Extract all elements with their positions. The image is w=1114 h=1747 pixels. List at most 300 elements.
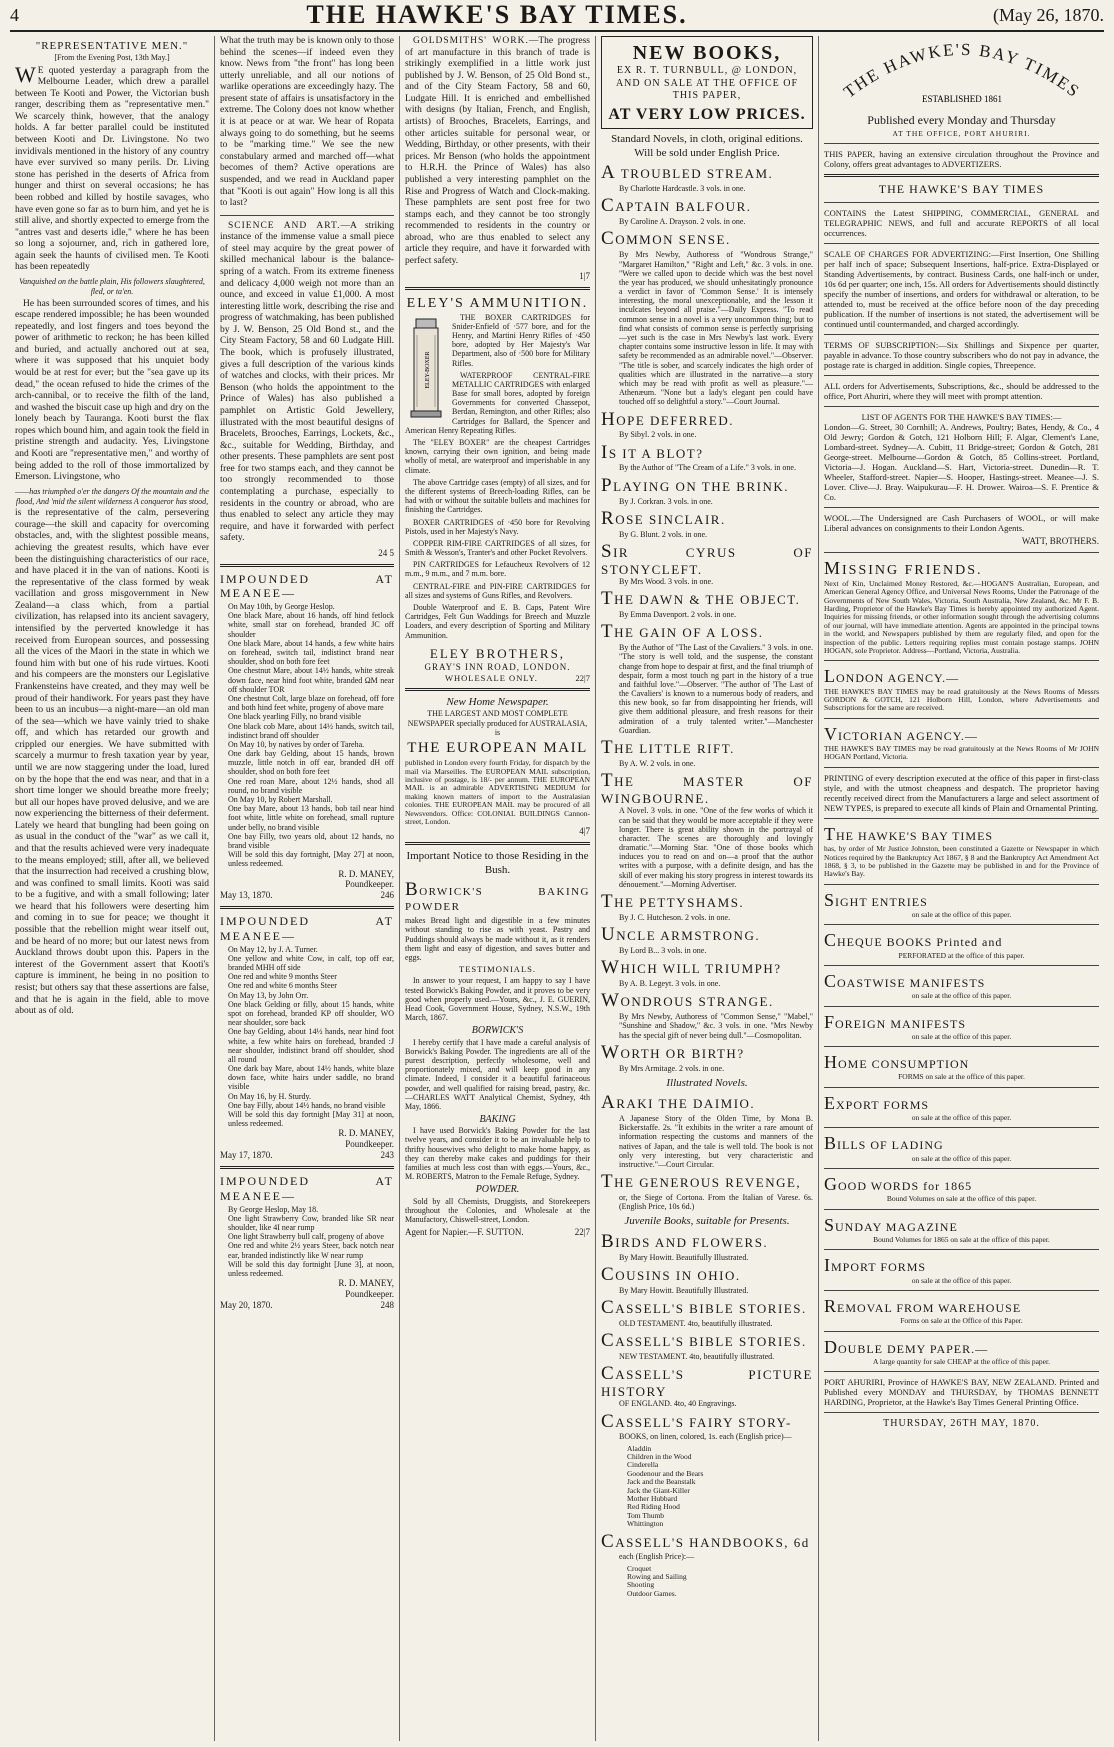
impounded-entry: Will be sold this day fortnight, [May 27] at noon, unless redeemed.: [228, 850, 394, 869]
ad-reference: 4|7: [579, 826, 590, 837]
fairy-story-item: Mother Hubbard: [627, 1493, 678, 1503]
book-entry: [601, 1043, 813, 1073]
form-notice: [824, 1093, 1099, 1123]
divider: [824, 552, 1099, 553]
book-description: By Mary Howitt. Beautifully Illustrated.: [619, 1285, 749, 1295]
book-title: HOPE DEFERRED.: [601, 408, 734, 430]
impounded-title: IMPOUNDED AT MEANEE—: [220, 571, 394, 601]
arc-title-text: THE HAWKE'S BAY TIMES: [839, 39, 1084, 102]
form-notice: [824, 1255, 1099, 1285]
eley-paragraph: COPPER RIM-FIRE CARTRIDGES of all sizes, for Smith & Wesson's, Tranter's and other Pocket Revolvers.: [405, 538, 590, 558]
book-entry: [601, 443, 813, 473]
book-title: CASSELL'S HANDBOOKS, 6d: [601, 1530, 810, 1552]
divider: [220, 1166, 394, 1169]
notice-date: May 13, 1870.: [220, 890, 273, 901]
cartridge-label: ELEY-BOXER: [425, 351, 431, 389]
science-text: —A striking instance of the immense value a small piece of steel may acquire by the great power of skilled mechanical labour is the balance-spring of a watch. From its extreme fineness and delicacy 4,000 weigh not more than an ounce, and exceed in value £1,000. A most interesting little work, describing the rise and progress of watchmaking, has been published by J. W. Benson, 25 Old Bond st., and the City Steam Factory, 58 and 60 Ludgate Hill. The book, which is profusely illustrated, gives a full description of the various kinds of watches and clocks, with their prices. Mr Benson (who holds the appointment to the Prince of Wales) has also published a pamphlet on Artistic Gold Jewellery, illustrated with the most beautiful designs of Bracelets, Brooches, Earrings, Lockets, &c., &c., suitable for Wedding, Birthday, and other presents. These pamphlets are sent post free for two stamps each, and they cannot be too strongly recommended to those contemplating a purchase, especially to residents in the country or abroad, who are thus enabled to select any article they may require, and have it forwarded with perfect safety.: [220, 220, 394, 544]
handbook-item: Croquet: [627, 1563, 652, 1573]
divider: [824, 406, 1099, 407]
divider: [824, 143, 1099, 144]
ad-reference: 248: [380, 1300, 394, 1311]
notice-title: VICTORIAN AGENCY.—: [824, 723, 978, 744]
book-entry: [601, 771, 813, 889]
new-books-price: AT VERY LOW PRICES.: [608, 105, 806, 123]
form-description: FORMS on sale at the office of this paper.: [898, 1072, 1025, 1082]
divider: [824, 375, 1099, 376]
svg-text:THE HAWKE'S BAY TIMES: [840, 40, 1084, 102]
bush-heading: Important Notice to those Residing in the Bush.: [406, 850, 589, 876]
ad-reference: 22|7: [574, 1227, 590, 1238]
impounded-entry: One red and white 6 months Steer: [228, 981, 337, 991]
form-notice: [824, 1133, 1099, 1163]
newspaper-intro: THE LARGEST AND MOST COMPLETE NEWSPAPER specially produced for AUSTRALASIA, is: [407, 709, 588, 737]
impounded-entry: One bay Filly, two years old, about 12 hands, no brand visible: [228, 831, 394, 850]
form-description: on sale at the office of this paper.: [911, 1113, 1012, 1123]
ad-reference: 1|7: [579, 270, 590, 281]
book-title: UNCLE ARMSTRONG.: [601, 924, 761, 946]
book-title: A TROUBLED STREAM.: [601, 162, 774, 184]
impounded-entry: On May 10th, by George Heslop.: [228, 602, 335, 612]
impounded-notice-1: [220, 572, 394, 902]
book-title: WHICH WILL TRIUMPH?: [601, 957, 782, 979]
fairy-story-item: Tom Thumb: [627, 1510, 665, 1520]
book-entry: [601, 1331, 813, 1361]
eley-paragraph: Double Waterproof and E. B. Caps, Patent Wire Cartridges, Felt Gun Waddings for Breech and Muzzle Loaders, and every description of Sporting and Military Ammunition.: [405, 603, 590, 640]
column-5: [819, 36, 1104, 1741]
impounded-entry: On May 13, by John Orr.: [228, 990, 309, 1000]
signer: R. D. MANEY,: [338, 868, 394, 879]
form-notice: [824, 1052, 1099, 1082]
impounded-entry: One chestnut Colt, large blaze on forehead, off fore and both hind feet white, progeny of above mare: [228, 693, 394, 713]
established-text: ESTABLISHED 1861: [921, 94, 1002, 104]
borwick-title: BORWICK'S BAKING POWDER: [405, 879, 590, 914]
published-line: Published every Monday and Thursday: [867, 112, 1056, 127]
book-description: A Japanese Story of the Olden Time, by Mona B. Bickerstaffe. 2s. "It exhibits in the writer a rare amount of information respecting the customs and manners of the natives of Japan, and the tale is well told. The book is not only very interesting, but very characteristic and instructive."—Court Circular.: [619, 1114, 813, 1169]
form-notice: [824, 971, 1099, 1001]
ad-reference: 22|7: [575, 672, 590, 683]
book-title: BIRDS AND FLOWERS.: [601, 1230, 769, 1252]
book-description: or, the Siege of Cortona. From the Italian of Varese. 6s. (English Price, 10s 6d.): [619, 1193, 813, 1212]
all-orders-notice: ALL orders for Advertisements, Subscriptions, &c., should be addressed to the office, Port Ahuriri, where they will meet with prompt attention.: [824, 381, 1099, 402]
fairy-story-item: Whittington: [627, 1519, 664, 1529]
cartridge-illustration: [405, 315, 447, 420]
fairy-story-item: Red Riding Hood: [627, 1502, 680, 1512]
impounded-entry: One black Gelding or filly, about 15 hands, white spot on forehead, branded KP off shoulder, WO near shoulder, sore back: [228, 999, 394, 1028]
divider: [824, 1290, 1099, 1291]
impounded-entry: One bay Gelding, about 14½ hands, near hind foot white, a few white hairs on forehead, branded :J near shoulder, indistinct brand off shoulder, shod all round: [228, 1027, 394, 1064]
divider: [220, 215, 394, 216]
divider: [824, 202, 1099, 203]
book-entry: [601, 542, 813, 586]
missing-friends-notice: [824, 558, 1099, 655]
form-description: PERFORATED at the office of this paper.: [898, 950, 1025, 960]
book-description: By J. C. Hutcheson. 2 vols. in one.: [619, 912, 731, 922]
impounded-entry: One bay Filly, about 14½ hands, no brand visible: [228, 1100, 386, 1110]
form-title: GOOD WORDS for 1865: [824, 1174, 973, 1195]
book-list: [601, 163, 813, 1072]
book-title: CASSELL'S BIBLE STORIES.: [601, 1330, 807, 1352]
science-lead: SCIENCE AND ART.: [228, 220, 341, 231]
agent: Agent for Napier.—F. SUTTON.: [405, 1227, 524, 1238]
form-description: Bound Volumes for 1865 on sale at the office of this paper.: [873, 1234, 1050, 1244]
book-entry: [601, 196, 813, 226]
arc-title-graphic: [827, 38, 1097, 108]
form-title: SUNDAY MAGAZINE: [824, 1214, 958, 1235]
book-title: WORTH OR BIRTH?: [601, 1041, 745, 1063]
baking-subheading: BAKING: [479, 1114, 516, 1126]
book-description: By A. B. Legeyt. 3 vols. in one.: [619, 979, 721, 989]
eley-wholesale: WHOLESALE ONLY.: [445, 672, 538, 683]
article-verse: ——has triumphed o'er the dangers Of the mountain and the flood, And 'mid the silent wilderness A conqueror has stood,: [15, 486, 209, 506]
european-mail-title: THE EUROPEAN MAIL: [407, 739, 588, 756]
victorian-agency-notice: [824, 724, 1099, 762]
notice-body: has, by order of Mr Justice Johnston, been constituted a Gazette or Newspaper in which Notices required by the Bankruptcy Act 1867, § 8 and the Bankruptcy Act Amendment Act 1868, § 3, to be published in the Gazette may be published in and for the Province of Hawke's Bay.: [824, 844, 1099, 879]
imprint: PORT AHURIRI, Province of HAWKE'S BAY, NEW ZEALAND. Printed and Published every MONDAY and THURSDAY, by THOMAS BENNETT HARDING, Proprietor, at the Hawke's Bay Times General Printing Office.: [824, 1377, 1099, 1408]
divider: [824, 1249, 1099, 1250]
divider: [824, 818, 1099, 819]
form-title: DOUBLE DEMY PAPER.—: [824, 1336, 989, 1357]
form-description: Bound Volumes on sale at the office of this paper.: [886, 1194, 1037, 1204]
handbook-item: Shooting: [627, 1580, 655, 1590]
book-entry: [601, 509, 813, 539]
signer: R. D. MANEY,: [338, 1128, 394, 1139]
impounded-entry: On May 12, by J. A. Turner.: [228, 944, 318, 954]
form-notice: [824, 930, 1099, 960]
form-description: on sale at the office of this paper.: [911, 1275, 1012, 1285]
book-entry: [601, 1364, 813, 1408]
masthead: [10, 0, 1104, 32]
book-description: By Sibyl. 2 vols. in one.: [619, 430, 697, 440]
eley-paragraph: PIN CARTRIDGES for Lefaucheux Revolvers of 12 m.m., 9 m.m., and 7 m.m. bore.: [405, 560, 590, 579]
form-notice: [824, 1337, 1099, 1367]
wool-notice: WOOL.—The Undersigned are Cash Purchasers of WOOL, or will make Liberal advances on consignments to their London Agents.: [824, 513, 1099, 534]
article-paragraph: is the representative of the calm, persevering courage—the skill and capacity for overcoming obstacles, and, with the slightest possible means, achieving the greatest results, which have ever been the distinguishing characteristics of our race, and have placed it in the van of nations. Kooti is the representative of the class formed by weak vacillation and gross misgovernment in New Zealand—a class which, from a partial civilization, has relapsed into its ancient savagery, intensified by the perverted knowledge it has received from European sources, and possessing all the vices of the Maori in the state in which we found him with but one of his rude virtues. Kooti and his compeers are the monsters our Legislative Frankensteins have created, and they may well be proud of their handiwork. For years past they have been to us an incubus—a night-mare—an old man of the sea—which we have vainly tried to shake off, and which has retarded our growth and crippled our energies. We have submitted with scarcely a murmur to fresh taxation year by year, until we are now staggering under the load, lured on by the hope that the end was near, and that in a short time longer we should breathe more freely; but all our hopes have proved delusive, and we are now experiencing the bitterness of their deferment. Lately we heard that bungling had been going on as usual in the conduct of the "war" as we call it, and that the results achieved were very inadequate to the means employed; still, after all, we believed that the insurrection had received a crushing blow, and was confined to small limits. Kooti was said to be a fugitive, and with a small following; later we heard that his followers were deserting him and coming in to sue for peace; we thought it possible that the rebellion might wear itself out, and be heard of no more; but our latest news from Auckland throws doubt upon this. Papers in the interest of the Government assert that Kooti's capture is imminent, he being in no position to resist; but others say that these assertions are false, and that he is again in the field, able to move about as of old.: [15, 508, 209, 1017]
book-description: By Mrs Newby, Authoress of "Common Sense," "Mabel," "Sunshine and Shadow," &c. 3 vols. in one. "Mrs Newby has the special gift of never being dull."—Cosmopolitan.: [619, 1012, 813, 1040]
article-paragraph: He has been surrounded scores of times, and his escape rendered impossible; he has been wounded repeatedly, and lost fingers and toes beyond the power of arithmetic to reckon; he has been killed and buried, and actually anchored out at sea, where it was supposed that his unquiet body would be at rest for ever; but the "sea gave up its dead," the ocean refused to hide the crimes of the arch-cannibal, or to receive the filth of the land, and washed the biscuit case up high and dry on the lonely beach by Tauranga. Kooti burst the flax ropes which bound him, and again took the field in pristine strength and audacity. Yes, Livingstone and Kooti are "representative men," and worthy of being added to the roll of those immortalized by Emerson. Livingstone, who: [15, 298, 209, 483]
illustrated-list: [601, 1093, 813, 1211]
fairy-story-item: Children in the Wood: [627, 1452, 692, 1462]
form-title: EXPORT FORMS: [824, 1092, 930, 1113]
book-description: By Lord B... 3 vols. in one.: [619, 945, 707, 955]
office-line: AT THE OFFICE, PORT AHURIRI.: [892, 129, 1031, 139]
science-article: [220, 221, 394, 545]
form-title: FOREIGN MANIFESTS: [824, 1011, 967, 1032]
book-title: CASSELL'S BIBLE STORIES.: [601, 1297, 807, 1319]
divider: [220, 906, 394, 909]
intro-notice: THIS PAPER, having an extensive circulation throughout the Province and Colony, offers great advantages to ADVERTIZERS.: [824, 149, 1099, 170]
notice-title: THE HAWKE'S BAY TIMES: [824, 823, 994, 844]
form-notice: [824, 1215, 1099, 1245]
contains-notice: CONTAINS the Latest SHIPPING, COMMERCIAL, GENERAL and TELEGRAPHIC NEWS, and full and accurate REPORTS of all local occurrences.: [824, 208, 1099, 239]
fairy-story-list: [601, 1445, 813, 1529]
form-description: Forms on sale at the Office of this Paper.: [900, 1316, 1023, 1326]
book-title: THE DAWN & THE OBJECT.: [601, 588, 801, 610]
book-description: NEW TESTAMENT. 4to, beautifully illustrated.: [619, 1351, 775, 1361]
form-description: on sale at the office of this paper.: [911, 909, 1012, 919]
impounded-entry: One black cob Mare, about 14½ hands, switch tail, indistinct brand off shoulder: [228, 721, 394, 740]
book-title: THE GENEROUS REVENGE,: [601, 1171, 802, 1193]
form-description: on sale at the office of this paper.: [911, 1031, 1012, 1041]
impounded-entry: Will be sold this day fortnight [June 3], at noon, unless redeemed.: [228, 1259, 394, 1278]
juvenile-list: [601, 1232, 813, 1442]
book-description: By Mrs Wood. 3 vols. in one.: [619, 577, 714, 587]
printing-notice: PRINTING of every description executed at the office of this paper in first-class style, and with the utmost cheapness and despatch. The proprietor having recently received direct from the Manufacturers a large and select assortment of NEW TYPES, is prepared to execute all kinds of Plain and Ornamental Printing.: [824, 772, 1099, 813]
powder-subheading: POWDER.: [475, 1184, 520, 1196]
column-3: [400, 36, 596, 1741]
book-entry: [601, 1093, 813, 1169]
eley-paragraph: CENTRAL-FIRE and PIN-FIRE CARTRIDGES for all sizes and systems of Guns Rifles, and Revolvers.: [405, 581, 590, 600]
column-2: [215, 36, 400, 1741]
handbook-list: [601, 1565, 813, 1599]
divider: [824, 1006, 1099, 1007]
form-notice: [824, 1296, 1099, 1326]
column-1: [10, 36, 215, 1741]
impounded-entry: Will be sold this day fortnight [May 31] at noon, unless redeemed.: [228, 1110, 394, 1129]
article-paragraph: WE quoted yesterday a paragraph from the Melbourne Leader, which drew a parallel between Te Kooti and Power, the Victorian bush ranger, describing them as "representative men." We scarcely think, however, that the analogy holds. A far better parallel could be instituted between Kooti and Dr. Livingstone. No two invidivals mentioned in the history of any country have ever survived so many perils. Dr. Living stone has perished in the deserts of Africa from hunger and thirst on several occasions; he has been robbed and killed by hostile savages, who have even gone so far as to burn him, and yet he is still alive, and shortly expected to emerge from the "antres vast and deserts idle," where he has been so long a sojourner, and, rich in gathered lore, again seek the haunts of civilised men. Te Kooti has been repeatedly: [15, 61, 209, 273]
ad-reference: 246: [380, 890, 394, 901]
impounded-entry: One black yearling Filly, no brand visible: [228, 712, 362, 722]
agents-list: [824, 412, 1099, 502]
divider: [824, 1046, 1099, 1047]
notice-body: Next of Kin, Unclaimed Money Restored, &c.—HOGAN'S Australian, European, and American General Agency Office, and Universal News Rooms, Under the Patronage of the Governments of New South Wales, Victoria, South Australia, New Zealand, &c. Mr F. B. Harding, Proprietor of the Hawke's Bay Times is hereby appointed my authorized Agent. Inquiries for missing friends, or other information sought through the advertising columns of our journal, will have immediate attention. Agents are appointed in the principal towns in the world, and Newspapers published by them are regularly filed, and open for the inspection of the public. Letters requiring replies must contain postage stamps. JOHN HOGAN, sole Proprietor. Address—Portland, Victoria, Australia.: [824, 578, 1099, 656]
impounded-entries: [220, 1205, 394, 1279]
book-entry: [601, 589, 813, 619]
book-title: CAPTAIN BALFOUR.: [601, 195, 752, 217]
impounded-entry: One red and white 2½ years Steer, back notch near ear, branded indistinctly like W near rump: [228, 1241, 394, 1260]
book-entry: [601, 622, 813, 735]
impounded-entry: One black Mare, about 16 hands, off hind fetlock white, small star on forehead, branded JC off shoulder: [228, 611, 394, 639]
divider: [220, 564, 394, 567]
sold-by: Sold by all Chemists, Druggists, and Storekeepers throughout the Colonies, and Wholesale at the Manufactory, Chiswell-street, London.: [405, 1196, 590, 1224]
newspaper-body: published in London every fourth Friday, for dispatch by the mail via Marseilles. The EUROPEAN MAIL subscription, inclusive of postage, is 18/- per annum. THE EUROPEAN MAIL is an admirable ADVERTISING MEDIUM for making known matters of import to the Australasian colonies. THE EUROPEAN MAIL may be procured of all Newsvendors. Office: COLONIAL BUILDINGS Cannon-street, London.: [405, 758, 590, 826]
divider: [824, 767, 1099, 768]
impounded-entry: One dark bay Gelding, about 15 hands, brown muzzle, little notch in off ear, branded dH off shoulder, shod on both fore feet: [228, 749, 394, 777]
book-title: THE GAIN OF A LOSS.: [601, 621, 764, 643]
divider: [824, 884, 1099, 885]
notice-title: MISSING FRIENDS.: [824, 558, 983, 579]
fairy-story-item: Jack the Giant-Killer: [627, 1485, 690, 1495]
newspaper-heading: New Home Newspaper.: [446, 695, 549, 708]
book-entry: [601, 410, 813, 440]
book-entry: [601, 925, 813, 955]
article-verse: Vanquished on the battle plain, His followers slaughtered, fled, or ta'en.: [19, 277, 205, 296]
book-title: CASSELL'S PICTURE HISTORY: [601, 1363, 813, 1400]
impounded-entry: On May 10, by natives by order of Tareha.: [228, 739, 365, 749]
impounded-entry: One red roan Mare, about 12½ hands, shod all round, no brand visible: [228, 776, 394, 795]
article-heading: "REPRESENTATIVE MEN.": [35, 40, 189, 52]
issue-date: (May 26, 1870.: [993, 4, 1104, 25]
impounded-entry: One light Strawberry bull calf, progeny of above: [228, 1232, 384, 1242]
eley-address: GRAY'S INN ROAD, LONDON.: [424, 661, 571, 672]
london-agency-notice: [824, 666, 1099, 712]
eley-paragraph: THE BOXER CARTRIDGES for Snider-Enfield of ·577 bore, and for the Henry, and Martini Henry Rifles of ·450 bore, adopted by Her Majesty's War Department, also of ·500 bore for Military Rifles.: [452, 312, 590, 368]
book-title: IS IT A BLOT?: [601, 441, 704, 463]
book-entry: [601, 163, 813, 193]
times-arc-banner: [824, 38, 1099, 113]
testimonials-heading: TESTIMONIALS.: [459, 964, 536, 975]
form-notice: [824, 1174, 1099, 1204]
divider: [824, 507, 1099, 508]
notice-body: THE HAWKE'S BAY TIMES may be read gratuitously at the News Rooms of Messrs GORDON & GOTCH, 121 Holborn Hill, London, where Advertisements and Subscriptions for the same are received.: [824, 686, 1099, 713]
book-title: PLAYING ON THE BRINK.: [601, 474, 789, 496]
impounded-entries: [220, 945, 394, 1129]
impounded-entry: On May 16, by H. Sturdy.: [228, 1091, 312, 1101]
divider: [405, 842, 590, 845]
eley-title: ELEY'S AMMUNITION.: [406, 295, 589, 311]
book-description: each (English Price):—: [619, 1552, 695, 1562]
eley-paragraph: The above Cartridge cases (empty) of all sizes, and for the different systems of Breech-loading Rifles, can be had with or without the suitable bullets and machines for finishing the Cartridges.: [405, 477, 590, 515]
book-title: SIR CYRUS OF STONYCLEFT.: [601, 540, 813, 577]
book-title: COMMON SENSE.: [601, 228, 731, 250]
fairy-story-item: Goodenour and the Bears: [627, 1468, 704, 1478]
book-description: By G. Blunt. 2 vols. in one.: [619, 529, 708, 539]
eley-ad: [405, 295, 590, 683]
testimonial: I hereby certify that I have made a careful analysis of Borwick's Baking Powder. The ingredients are all of the purest description, perfectly wholesome, well and proportionately mixed, and will keep good in any climate. Indeed, I consider it a beautiful farinaceous powder, and well qualified for raising bread, pastry, &c.—CHARLES WATT Analytical Chemist, Sydney, 4th May, 1866.: [405, 1037, 590, 1111]
goldsmith-lead: GOLDSMITHS' WORK.: [413, 36, 529, 46]
book-entry: [601, 229, 813, 406]
impounded-entry: One red and white 9 months Steer: [228, 972, 337, 982]
impounded-entry: By George Heslop, May 18.: [228, 1204, 319, 1214]
book-description: By Mrs Armitage. 2 vols. in one.: [619, 1063, 725, 1073]
european-mail-ad: [405, 696, 590, 837]
testimonial: I have used Borwick's Baking Powder for the last twelve years, and consider it to be an invaluable help to thrifty housewives who delight to make home happy, as they can thereby make cakes and puddings for their families at much less cost than with eggs.—Yours, &c., M. ROBERTS, Matron to the Female Refuge, Sydney.: [405, 1126, 590, 1182]
borwick-subheading: BORWICK'S: [471, 1025, 524, 1037]
form-title: REMOVAL FROM WAREHOUSE: [824, 1295, 1022, 1316]
testimonial: In answer to your request, I am happy to say I have tested Borwick's Baking Powder, and it proves to be very good when properly used.—Yours, &c., J. E. GUERIN, Head Cook, Government House, Sydney, N.S.W., 19th March, 1867.: [405, 976, 590, 1023]
book-entry: [601, 1232, 813, 1262]
book-title: THE LITTLE RIFT.: [601, 737, 735, 759]
book-title: WONDROUS STRANGE.: [601, 990, 774, 1012]
notice-title: LONDON AGENCY.—: [824, 666, 960, 687]
book-title: THE PETTYSHAMS.: [601, 891, 745, 912]
book-title: ROSE SINCLAIR.: [601, 507, 726, 529]
divider: [824, 1087, 1099, 1088]
book-entry: [601, 738, 813, 768]
new-books-title: NEW BOOKS,: [632, 42, 782, 64]
book-description: By J. Corkran. 3 vols. in one.: [619, 496, 713, 506]
article-paragraph: What the truth may be is known only to those behind the scenes—if indeed even they know. News from "the front" has long been utterly unreliable, and all our notions of warlike operations are exceedingly hazy. The present state of affairs is unsatisfactory in the extreme. The Colony does not know whether it is at peace or at war. We hear of Ropata always going to do something, but he seems to be "marking time." We see the new constabulary armed and marched off—what becomes of them? Active operations are suspended, and we read in Auckland paper that "Kooti is out again" How long is all this to last?: [220, 36, 394, 209]
signer-role: Poundkeeper.: [345, 879, 394, 890]
footer-date: THURSDAY, 26TH MAY, 1870.: [883, 1418, 1040, 1430]
terms-of-subscription: TERMS OF SUBSCRIPTION:—Six Shillings and Sixpence per quarter, payable in advance. To those country subscribers who do not pay in advance, the postage rate is charged in addition. Single copies, Threepence.: [824, 340, 1099, 371]
signer-role: Poundkeeper.: [345, 1289, 394, 1300]
impounded-entry: One light Strawberry Cow, branded like SR near shoulder, like 4I near rump: [228, 1213, 394, 1232]
book-description: OF ENGLAND. 4to, 40 Engravings.: [619, 1399, 737, 1409]
fairy-story-item: Jack and the Beanstalk: [627, 1477, 696, 1487]
forms-list: [824, 884, 1099, 1367]
book-description: BOOKS, on linen, colored, 1s. each (English price)—: [619, 1432, 792, 1442]
divider: [824, 1168, 1099, 1169]
book-entry: [601, 1298, 813, 1328]
fairy-story-item: Aladdin: [627, 1443, 652, 1453]
book-entry: [601, 1172, 813, 1211]
book-description: By the Author of "The Cream of a Life." 3 vols. in one.: [619, 463, 796, 473]
times-heading: THE HAWKE'S BAY TIMES: [878, 182, 1045, 197]
divider: [405, 688, 590, 691]
book-description: By the Author of "The Last of the Cavaliers." 3 vols. in one. "The story is well told, and the suspense, the constant change from hope to despair at first, and the final triumph of despair, form a most touch ng part in the history of a true and faithful love."—Observer. "The author of 'The Last of the Cavaliers' is known to a numerous body of readers, and this new book, so far from disappointing her friends, will give them additional pleasure, and fresh reasons for their admiration of a truly talented writer."—Manchester Guardian.: [619, 643, 813, 735]
signer-role: Poundkeeper.: [345, 1139, 394, 1150]
form-description: on sale at the office of this paper.: [911, 991, 1012, 1001]
ad-reference: 24 5: [378, 547, 394, 558]
impounded-entry: One black Mare, about 14 hands, a few white hairs on forehead, switch tail, indistinct brand near shoulder, shod on both fore feet: [228, 638, 394, 667]
impounded-entry: One chestnut Mare, about 14½ hands, white streak down face, near hind foot white, branded ΩM near off shoulder TOR: [228, 666, 394, 694]
divider: [824, 334, 1099, 335]
divider: [824, 1412, 1099, 1413]
impounded-entry: One yellow and white Cow, in calf, top off ear, branded MHH off side: [228, 953, 394, 973]
divider: [824, 243, 1099, 244]
form-title: HOME CONSUMPTION: [824, 1052, 970, 1073]
impounded-entry: One dark bay Mare, about 14½ hands, white blaze down face, white hairs under saddle, no brand visible: [228, 1064, 394, 1092]
notice-date: May 17, 1870.: [220, 1150, 273, 1161]
book-entry: [601, 1412, 813, 1442]
divider: [824, 660, 1099, 661]
book-description: By Mrs Newby, Authoress of "Wondrous Strange," "Margaret Hamilton," "Right and Left," &c. 3 vols. in one. "Were we called upon to decide which was the best novel the year has produced, we should unhesitatingly pronounce a verdict in favor of 'Common Sense.' It is intensely interesting, the moral unexceptionable, and the lesson it inculcates beyond all praise."—Daily Express. "To read common sense in a novel is a very uncommon thing; but to find what consists of common sense is perfectly surprising—yet such is the case in Mrs Newby's last work. Every chapter contains some instructive lesson in life. It may with safety be recommended as an admirable novel."—Observer. "The title is sober, and scarcely indicates the high order of qualities which are illustrated in the narrative—a story which may be read with profit as well as pleasure."—Athenæum. "None but a lady's elegant pen could have touched off so delightful a story."—Court Journal.: [619, 250, 813, 407]
new-books-header: [601, 36, 813, 129]
eley-brothers: ELEY BROTHERS,: [429, 645, 566, 661]
signer: R. D. MANEY,: [338, 1278, 394, 1289]
column-4: [596, 36, 819, 1741]
book-description: By Charlotte Hardcastle. 3 vols. in one.: [619, 184, 746, 194]
fairy-story-item: Cinderella: [627, 1460, 659, 1470]
book-title: THE MASTER OF WINGBOURNE.: [601, 770, 813, 807]
illustrated-heading: Illustrated Novels.: [666, 1076, 748, 1089]
form-title: COASTWISE MANIFESTS: [824, 970, 986, 991]
book-description: A Novel. 3 vols. in one. "One of the few works of which it can be said that they would be more acceptable if they were longer. There is great ability shown in the portrayal of character. The scenes are thoroughly and lovingly dramatic."—Morning Star. "One of those books which induces you to read on and on—a proof that the author writes with a purpose, with a definite design, and has the skill of ever making his story progress in interest towards its dénouement."—Morning Advertiser.: [619, 806, 813, 889]
form-description: on sale at the office of this paper.: [911, 1153, 1012, 1163]
eley-paragraph: WATERPROOF CENTRAL-FIRE METALLIC CARTRIDGES with enlarged Base for small bores, adopted by foreign Governments for converted Chassepot, Berdan, Remington, and other Rifles; also Cartridges for Ballard, the Spencer and American Henry Repeating Rifles.: [405, 370, 590, 435]
impounded-notice-2: [220, 914, 394, 1161]
book-entry: [601, 892, 813, 922]
book-description: By Caroline A. Drayson. 2 vols. in one.: [619, 217, 746, 227]
scale-of-charges: SCALE OF CHARGES FOR ADVERTIZING:—First Insertion, One Shilling per half inch of space; Subsequent Insertions, half-price. Extra-Displayed or Standing Advertisements, by contract. Business Cards, one half-inch or under, 10s 6d per quarter; one inch, 15s. All orders for Advertisements should distinctly specify the number of insertions, and orders for withdrawal or alteration, to be attended to, must be received at the office before noon of the day preceding publication. If the number of insertions is not stated, the advertisement will be continued until countermanded, and charged accordingly.: [824, 249, 1099, 330]
notice-date: May 20, 1870.: [220, 1300, 273, 1311]
borwick-ad: [405, 850, 590, 1238]
agents-heading: LIST OF AGENTS FOR THE HAWKE'S BAY TIMES:—: [861, 412, 1062, 423]
impounded-entry: One bay Mare, about 13 hands, bob tail near hind foot white, little white on forehead, small rupture under belly, no brand visible: [228, 804, 394, 832]
newspaper-title: THE HAWKE'S BAY TIMES.: [306, 0, 688, 29]
impounded-title: IMPOUNDED AT MEANEE—: [220, 1174, 394, 1203]
goldsmith-text: —The progress of art manufacture in this branch of trade is strikingly exemplified in a little work just published by J. W. Benson, of 25 Old Bond st., and of the City Steam Factory, 58 and 60, Ludgate Hill. It is enriched and embellished with designs (by Italian, French, and English, artists) of Brooches, Bracelets, Earrings, and other articles suitable for personal wear, or Wedding, Birthday, or other presents, with their prices. Mr Benson (who holds the appointment to H.R.H. the Prince of Wales) has also published a very interesting pamphlet on the Rise and Progress of Watch and Clock-making. These pamphlets are sent post free for two stamps each, and they cannot be too strongly recommended to residents in the country or abroad, who are thus enabled to select any article they require, and have it forwarded with perfect safety.: [405, 36, 590, 266]
impounded-entries: [220, 602, 394, 868]
impounded-entry: On May 10, by Robert Marshall.: [228, 795, 333, 805]
handbook-item: Rowing and Sailing: [627, 1572, 687, 1581]
ad-reference: 243: [380, 1150, 394, 1161]
form-title: BILLS OF LADING: [824, 1133, 944, 1154]
book-description: By Emma Davenport. 2 vols. in one.: [619, 610, 737, 620]
eley-paragraph: The "ELEY BOXER" are the cheapest Cartridges known, carrying their own ignition, and being made wholly of metal, are waterproof and imperishable in any climate.: [405, 438, 590, 475]
eley-paragraph: BOXER CARTRIDGES of ·450 bore for Revolving Pistols, used in her Majesty's Navy.: [405, 517, 590, 536]
form-title: SIGHT ENTRIES: [824, 889, 928, 910]
book-title: COUSINS IN OHIO.: [601, 1263, 741, 1285]
book-title: ARAKI THE DAIMIO.: [601, 1092, 756, 1114]
agents-body: London—G. Street, 30 Cornhill; A. Andrews, Poultry; Bates, Hendy, & Co., 4 Old Jewry; Gordon & Gotch, 121 Holborn Hill; F. Algar, Clement's Lane, Lombard-street. Sydney—A. Cubitt, 11 Bridge-street; Gordon & Gotch, 281 George-street. Melbourne—Gordon & Gotch, 85 Collins-street. Portland, Victoria—J. Hogan. Auckland—S. Hart, Victoria-street. Dunedin—R. T. Wheeler, Stafford-street. Napier—S. Hooper, Hastings-street. Meanee—J. S. Lover. Clive—J. Bray. Waipukurau—F. H. Drower. Wairoa—S. F. Prentice & Co.: [824, 422, 1099, 503]
book-entry: [601, 1265, 813, 1295]
form-title: IMPORT FORMS: [824, 1255, 927, 1276]
form-notice: [824, 1012, 1099, 1042]
article-source: [From the Evening Post, 13th May.]: [54, 53, 170, 63]
form-title: CHEQUE BOOKS Printed and: [824, 930, 1003, 951]
form-notice: [824, 890, 1099, 920]
divider: [824, 924, 1099, 925]
book-title: CASSELL'S FAIRY STORY-: [601, 1410, 792, 1432]
impounded-notice-3: [220, 1174, 394, 1311]
book-description: By A. W. 2 vols. in one.: [619, 758, 696, 768]
juvenile-heading: Juvenile Books, suitable for Presents.: [624, 1215, 790, 1228]
divider: [824, 718, 1099, 719]
wool-signature: WATT, BROTHERS.: [1021, 536, 1099, 547]
book-entry: [601, 991, 813, 1039]
divider: [824, 1127, 1099, 1128]
